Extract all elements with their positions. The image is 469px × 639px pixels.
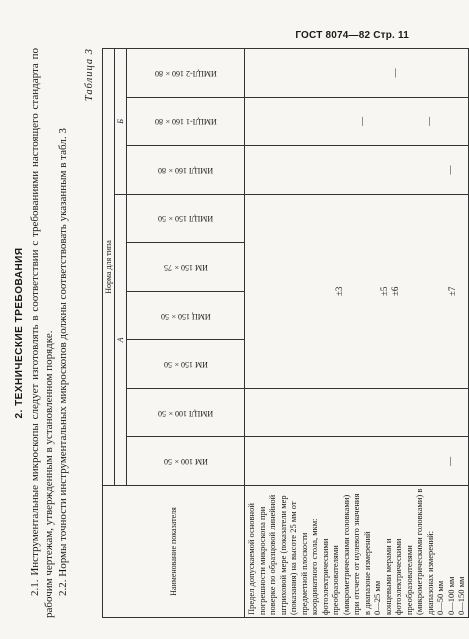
indicator-range: 0—150 мм xyxy=(456,576,466,615)
indicator-intro: Предел допускаемой основной погрешности микроскопа при поверке по образцовой линейной штриховой мере (показатели мер (показания) на высоте 25 мм от предметной плоскости координатного стола, мкм: xyxy=(246,494,319,615)
indicator-sub1-range: 0—25 мм xyxy=(372,580,382,615)
type-header: ИМЦЛ-2 160×80 xyxy=(127,49,245,98)
value-pm7: ±7 xyxy=(446,286,457,297)
type-header: ИМЦЛ 150×50 xyxy=(127,194,245,243)
value-cell xyxy=(245,388,469,437)
norms-table xyxy=(102,48,469,618)
norm-header: Норма для типа xyxy=(103,49,115,486)
value-pm6: ±6 xyxy=(389,286,400,297)
paragraph-2-2: 2.2. Нормы точности инструментальных микроскопов должны соответствовать указанным в табл. 3 xyxy=(57,128,69,596)
type-header: ИМЦ 150×50 xyxy=(127,291,245,340)
type-header: ИМЦЛ 100×50 xyxy=(127,388,245,437)
table-caption: Таблица 3 xyxy=(84,48,95,102)
indicator-range: 0—100 мм xyxy=(445,576,456,615)
value-cell: — xyxy=(245,437,469,486)
type-header: ИМЦЛ 160×80 xyxy=(127,146,245,195)
page-header: ГОСТ 8074—82 Стр. 11 xyxy=(295,30,409,41)
value-cell: — xyxy=(245,49,469,98)
indicator-column-header: Наименование показателя xyxy=(103,486,245,618)
type-header: ИМЦЛ-1 160×80 xyxy=(127,97,245,146)
group-b-header: Б xyxy=(115,49,127,195)
value-cell: — xyxy=(245,146,469,195)
section-title: 2. ТЕХНИЧЕСКИЕ ТРЕБОВАНИЯ xyxy=(14,247,25,419)
table-row xyxy=(245,49,469,618)
type-header: ИМ 100×50 xyxy=(127,437,245,486)
type-header: ИМ 150×50 xyxy=(127,340,245,389)
value-cell: — — xyxy=(245,97,469,146)
indicator-range: 0—50 мм xyxy=(435,580,445,615)
paragraph-2-1: 2.1. Инструментальные микроскопы следует изготовлять в соответствии с требованиями настоящего стандарта по рабочим чертежам, утвержденным в установленном порядке. xyxy=(29,48,55,618)
indicator-sub1: фотоэлектрическими преобразователями (микрометрическими головками) при отсчете от нулевого значения в диапазоне измерений xyxy=(319,493,372,615)
indicator-cell xyxy=(245,486,469,618)
indicator-sub2: концевыми мерами и фотоэлектрическими преобразователями (микрометрическими головками) в диапазонах измерений: xyxy=(382,488,435,615)
value-cell xyxy=(245,194,469,388)
group-a-header: А xyxy=(115,194,127,485)
type-header: ИМ 150×75 xyxy=(127,243,245,292)
value-pm3: ±3 xyxy=(333,286,344,297)
rotated-page-content xyxy=(12,48,466,618)
value-pm5: ±5 xyxy=(378,286,389,297)
